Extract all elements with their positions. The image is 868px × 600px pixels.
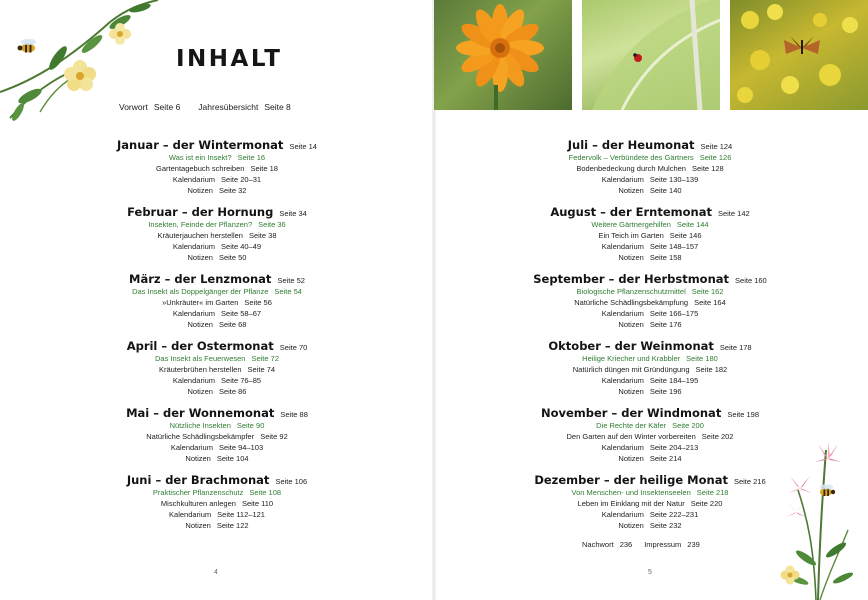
entry-label: Die Rechte der Käfer <box>596 421 667 430</box>
kalendarium-entry[interactable] <box>520 509 780 520</box>
toc-column-left <box>87 136 347 538</box>
nachwort-entry[interactable] <box>582 540 632 549</box>
entry-page: Seite 32 <box>218 186 247 195</box>
notizen-entry[interactable] <box>87 252 347 263</box>
entry-page: Seite 122 <box>216 521 249 530</box>
toc-month-januar <box>87 136 347 203</box>
kalendarium-entry[interactable] <box>87 308 347 319</box>
kalendarium-entry[interactable] <box>520 174 780 185</box>
month-page: Seite 34 <box>279 209 307 218</box>
notizen-entry[interactable] <box>87 185 347 196</box>
entry-page: Seite 110 <box>241 499 274 508</box>
entry-page: Seite 130–139 <box>649 175 699 184</box>
entry-page: Seite 6 <box>153 102 181 112</box>
task-entry[interactable] <box>87 297 347 308</box>
entry-page: Seite 90 <box>236 421 265 430</box>
month-page: Seite 198 <box>727 410 760 419</box>
toc-month-dezember <box>520 471 780 538</box>
task-entry[interactable] <box>520 498 780 509</box>
ladybug-on-leaf-photo <box>582 0 720 110</box>
entry-page: 236 <box>619 540 633 549</box>
entry-label: »Unkräuter« im Garten <box>162 298 239 307</box>
entry-page: Seite 94–103 <box>218 443 264 452</box>
entry-label: Von Menschen- und Insektenseelen <box>571 488 691 497</box>
kalendarium-entry[interactable] <box>87 174 347 185</box>
month-title: August – der Erntemonat <box>550 205 712 219</box>
entry-label: Kalendarium <box>601 443 644 452</box>
month-page: Seite 88 <box>280 410 308 419</box>
entry-page: Seite 222–231 <box>649 510 699 519</box>
entry-page: Seite 144 <box>676 220 709 229</box>
entry-label: Notizen <box>187 320 213 329</box>
task-entry[interactable] <box>520 431 780 442</box>
month-heading[interactable] <box>87 337 347 353</box>
toc-month-februar <box>87 203 347 270</box>
entry-label: Was ist ein Insekt? <box>168 153 232 162</box>
kalendarium-entry[interactable] <box>87 375 347 386</box>
month-title: Januar – der Wintermonat <box>117 138 284 152</box>
toc-month-april <box>87 337 347 404</box>
entry-label: Nachwort <box>582 540 614 549</box>
month-heading[interactable] <box>520 270 780 286</box>
month-title: Mai – der Wonnemonat <box>126 406 275 420</box>
entry-label: Kalendarium <box>170 443 213 452</box>
jahresuebersicht-entry[interactable] <box>198 102 290 112</box>
task-entry[interactable] <box>87 163 347 174</box>
notizen-entry[interactable] <box>520 453 780 464</box>
entry-page: Seite 16 <box>237 153 266 162</box>
entry-label: Notizen <box>618 454 644 463</box>
entry-label: Kalendarium <box>601 309 644 318</box>
feature-entry[interactable] <box>520 286 780 297</box>
entry-page: Seite 182 <box>695 365 728 374</box>
kalendarium-entry[interactable] <box>87 241 347 252</box>
toc-month-juni <box>87 471 347 538</box>
entry-page: Seite 176 <box>649 320 682 329</box>
entry-label: Bodenbedeckung durch Mulchen <box>576 164 686 173</box>
notizen-entry[interactable] <box>520 520 780 531</box>
notizen-entry[interactable] <box>87 453 347 464</box>
month-title: November – der Windmonat <box>540 406 722 420</box>
entry-label: Kalendarium <box>169 510 212 519</box>
impressum-entry[interactable] <box>644 540 700 549</box>
month-title: April – der Ostermonat <box>126 339 274 353</box>
entry-label: Leben im Einklang mit der Natur <box>577 499 685 508</box>
entry-label: Das Insekt als Doppelgänger der Pflanze <box>132 287 269 296</box>
entry-page: Seite 68 <box>218 320 247 329</box>
toc-month-mai <box>87 404 347 471</box>
entry-page: Seite 184–195 <box>649 376 699 385</box>
entry-label: Notizen <box>618 521 644 530</box>
toc-month-maerz <box>87 270 347 337</box>
task-entry[interactable] <box>520 163 780 174</box>
month-title: September – der Herbstmonat <box>533 272 730 286</box>
bee-and-pink-lilies-illustration <box>768 440 868 600</box>
month-heading[interactable] <box>87 203 347 219</box>
month-title: Dezember – der heilige Monat <box>534 473 728 487</box>
entry-label: Praktischer Pflanzenschutz <box>152 488 244 497</box>
entry-label: Natürliche Schädlingsbekämpfer <box>146 432 255 441</box>
feature-entry[interactable] <box>87 152 347 163</box>
notizen-entry[interactable] <box>520 386 780 397</box>
entry-label: Nützliche Insekten <box>169 421 231 430</box>
entry-page: Seite 180 <box>686 354 718 363</box>
entry-page: Seite 202 <box>701 432 734 441</box>
entry-page: Seite 36 <box>258 220 286 229</box>
entry-label: Natürliche Schädlingsbekämpfung <box>574 298 689 307</box>
entry-label: Weitere Gärtnergehilfen <box>591 220 671 229</box>
toc-column-right <box>520 136 780 538</box>
entry-page: Seite 56 <box>244 298 272 307</box>
toc-month-august <box>520 203 780 270</box>
entry-label: Kalendarium <box>172 376 216 385</box>
entry-page: Seite 146 <box>669 231 702 240</box>
entry-label: Federvolk – Verbündete des Gärtners <box>568 153 694 162</box>
feature-entry[interactable] <box>87 353 347 364</box>
task-entry[interactable] <box>520 364 780 375</box>
entry-page: Seite 140 <box>649 186 682 195</box>
entry-label: Notizen <box>618 320 644 329</box>
month-title: März – der Lenzmonat <box>129 272 272 286</box>
notizen-entry[interactable] <box>87 386 347 397</box>
entry-label: Notizen <box>618 387 644 396</box>
entry-page: Seite 20–31 <box>221 175 262 184</box>
month-heading[interactable] <box>87 471 347 487</box>
entry-page: Seite 58–67 <box>221 309 262 318</box>
entry-label: Kalendarium <box>601 510 644 519</box>
kalendarium-entry[interactable] <box>520 308 780 319</box>
feature-entry[interactable] <box>520 152 780 163</box>
entry-label: Kalendarium <box>172 309 216 318</box>
month-page: Seite 106 <box>275 477 308 486</box>
entry-page: Seite 214 <box>649 454 682 463</box>
entry-label: Gartentagebuch schreiben <box>156 164 245 173</box>
notizen-entry[interactable] <box>520 319 780 330</box>
month-page: Seite 52 <box>277 276 305 285</box>
entry-page: Seite 158 <box>649 253 682 262</box>
month-heading[interactable] <box>520 203 780 219</box>
entry-page: Seite 54 <box>274 287 302 296</box>
month-heading[interactable] <box>87 404 347 420</box>
task-entry[interactable] <box>87 431 347 442</box>
entry-label: Kalendarium <box>601 175 644 184</box>
entry-label: Heilige Kriecher und Krabbler <box>582 354 681 363</box>
marigold-flower-photo <box>434 0 572 110</box>
notizen-entry[interactable] <box>87 319 347 330</box>
entry-label: Mischkulturen anlegen <box>160 499 236 508</box>
month-heading[interactable] <box>520 471 780 487</box>
feature-entry[interactable] <box>87 487 347 498</box>
entry-page: 239 <box>687 540 700 549</box>
entry-label: Notizen <box>618 253 644 262</box>
entry-page: Seite 76–85 <box>221 376 262 385</box>
task-entry[interactable] <box>87 498 347 509</box>
entry-label: Kalendarium <box>172 175 216 184</box>
page-title: INHALT <box>176 46 283 72</box>
entry-page: Seite 18 <box>250 164 278 173</box>
entry-label: Notizen <box>187 253 213 262</box>
entry-label: Notizen <box>185 521 211 530</box>
entry-page: Seite 166–175 <box>649 309 699 318</box>
toc-month-juli <box>520 136 780 203</box>
entry-page: Seite 40–49 <box>221 242 262 251</box>
month-page: Seite 124 <box>700 142 733 151</box>
feature-entry[interactable] <box>520 353 780 364</box>
feature-entry[interactable] <box>87 286 347 297</box>
entry-page: Seite 218 <box>696 488 729 497</box>
month-page: Seite 178 <box>719 343 752 352</box>
notizen-entry[interactable] <box>520 185 780 196</box>
entry-label: Vorwort <box>119 102 148 112</box>
entry-label: Notizen <box>187 186 213 195</box>
back-matter-entries <box>582 540 700 549</box>
kalendarium-entry[interactable] <box>520 241 780 252</box>
kalendarium-entry[interactable] <box>520 442 780 453</box>
entry-label: Ein Teich im Garten <box>598 231 664 240</box>
entry-page: Seite 74 <box>247 365 276 374</box>
month-title: Oktober – der Weinmonat <box>548 339 714 353</box>
month-heading[interactable] <box>520 404 780 420</box>
kalendarium-entry[interactable] <box>87 509 347 520</box>
entry-page: Seite 108 <box>249 488 282 497</box>
vorwort-entry[interactable] <box>119 102 180 112</box>
entry-label: Kalendarium <box>601 242 644 251</box>
entry-page: Seite 50 <box>218 253 247 262</box>
entry-page: Seite 164 <box>694 298 726 307</box>
feature-entry[interactable] <box>87 219 347 230</box>
feature-entry[interactable] <box>520 487 780 498</box>
feature-entry[interactable] <box>520 420 780 431</box>
toc-month-november <box>520 404 780 471</box>
notizen-entry[interactable] <box>520 252 780 263</box>
month-page: Seite 142 <box>717 209 750 218</box>
entry-label: Notizen <box>618 186 644 195</box>
entry-label: Kräuterbrühen herstellen <box>158 365 242 374</box>
toc-month-oktober <box>520 337 780 404</box>
task-entry[interactable] <box>520 297 780 308</box>
entry-label: Kalendarium <box>172 242 216 251</box>
butterfly-on-yellow-flowers-photo <box>730 0 868 110</box>
entry-page: Seite 112–121 <box>217 510 265 519</box>
feature-entry[interactable] <box>520 219 780 230</box>
entry-page: Seite 196 <box>649 387 682 396</box>
entry-label: Kräuterjauchen herstellen <box>157 231 243 240</box>
entry-label: Impressum <box>644 540 682 549</box>
kalendarium-entry[interactable] <box>520 375 780 386</box>
entry-page: Seite 92 <box>260 432 288 441</box>
month-page: Seite 216 <box>733 477 766 486</box>
month-heading[interactable] <box>520 136 780 152</box>
month-heading[interactable] <box>87 136 347 152</box>
month-page: Seite 160 <box>735 276 767 285</box>
entry-page: Seite 204–213 <box>649 443 699 452</box>
page-number-right: 5 <box>648 569 652 576</box>
entry-page: Seite 126 <box>699 153 732 162</box>
entry-label: Kalendarium <box>601 376 644 385</box>
entry-page: Seite 38 <box>248 231 277 240</box>
entry-page: Seite 232 <box>649 521 682 530</box>
month-page: Seite 70 <box>279 343 308 352</box>
month-title: Juli – der Heumonat <box>567 138 695 152</box>
entry-label: Biologische Pflanzenschutzmittel <box>576 287 686 296</box>
month-title: Juni – der Brachmonat <box>126 473 270 487</box>
entry-page: Seite 148–157 <box>649 242 699 251</box>
toc-month-september <box>520 270 780 337</box>
entry-page: Seite 72 <box>251 354 279 363</box>
entry-label: Das Insekt als Feuerwesen <box>155 354 246 363</box>
month-heading[interactable] <box>87 270 347 286</box>
kalendarium-entry[interactable] <box>87 442 347 453</box>
entry-page: Seite 86 <box>218 387 247 396</box>
entry-page: Seite 104 <box>216 454 249 463</box>
feature-entry[interactable] <box>87 420 347 431</box>
entry-page: Seite 162 <box>691 287 724 296</box>
entry-label: Notizen <box>185 454 211 463</box>
month-title: Februar – der Hornung <box>127 205 274 219</box>
entry-page: Seite 200 <box>672 421 704 430</box>
entry-label: Notizen <box>187 387 213 396</box>
entry-label: Insekten, Feinde der Pflanzen? <box>148 220 253 229</box>
month-page: Seite 14 <box>289 142 317 151</box>
task-entry[interactable] <box>520 230 780 241</box>
task-entry[interactable] <box>87 230 347 241</box>
page-number-left: 4 <box>214 569 218 576</box>
entry-page: Seite 128 <box>691 164 724 173</box>
month-heading[interactable] <box>520 337 780 353</box>
intro-entries <box>119 102 291 112</box>
entry-label: Den Garten auf den Winter vorbereiten <box>566 432 696 441</box>
entry-label: Natürlich düngen mit Gründüngung <box>572 365 690 374</box>
entry-page: Seite 220 <box>690 499 723 508</box>
task-entry[interactable] <box>87 364 347 375</box>
entry-page: Seite 8 <box>264 102 291 112</box>
notizen-entry[interactable] <box>87 520 347 531</box>
entry-label: Jahresübersicht <box>198 102 259 112</box>
